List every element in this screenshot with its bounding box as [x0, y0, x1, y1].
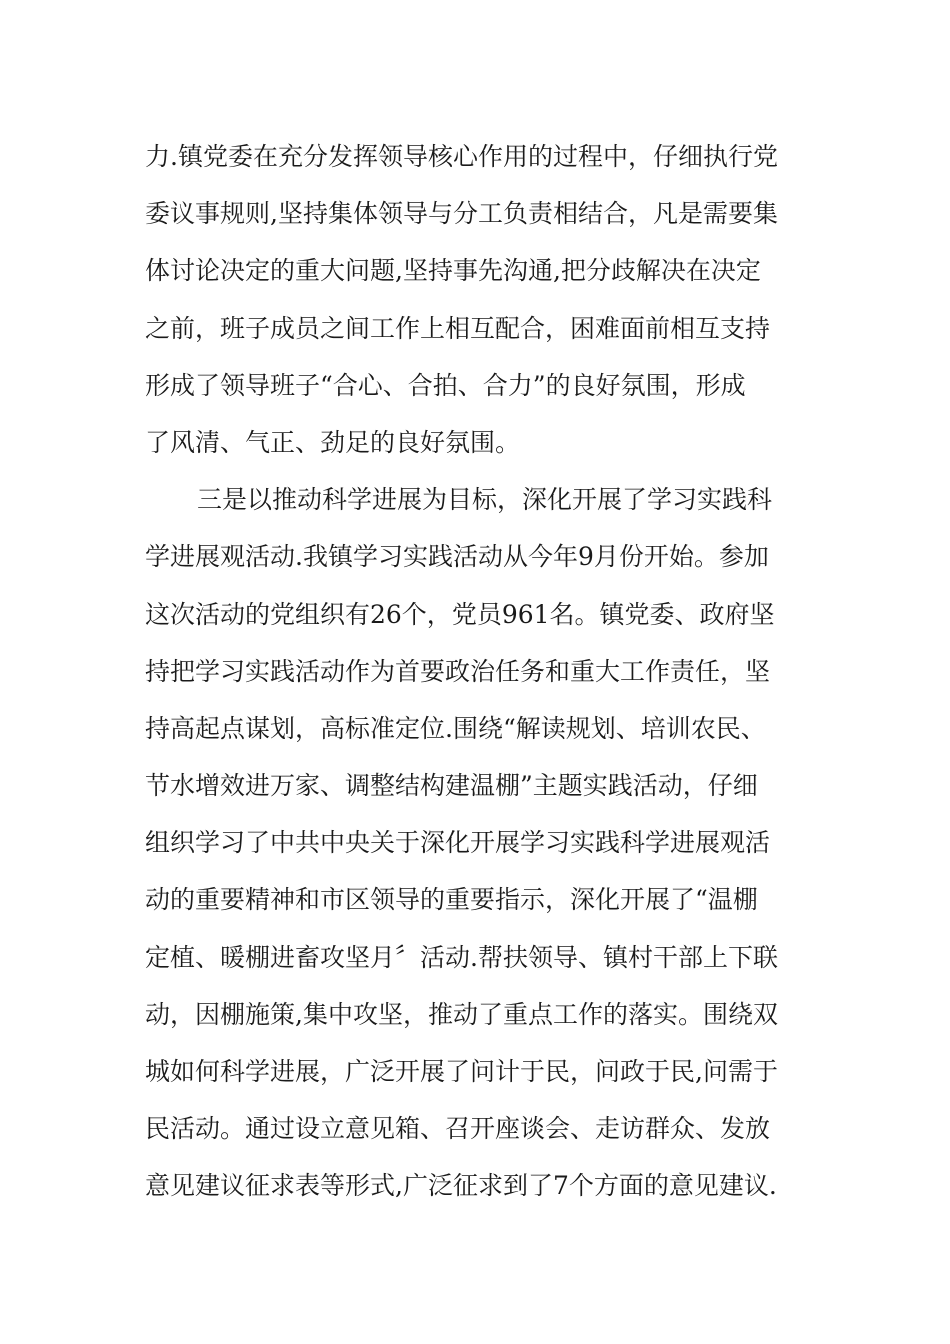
text-line: 之前，班子成员之间工作上相互配合，困难面前相互支持 [145, 313, 771, 343]
text-line: 持把学习实践活动作为首要政治任务和重大工作责任，坚 [145, 656, 771, 686]
text-line: 学进展观活动.我镇学习实践活动从今年9月份开始。参加 [145, 542, 769, 572]
text-line: 持高起点谋划，高标准定位.围绕“解读规划、培训农民、 [145, 713, 766, 743]
paragraph-2 [145, 471, 815, 1214]
text-line: 这次活动的党组织有26个，党员961名。镇党委、政府坚 [145, 599, 775, 629]
text-line: 意见建议征求表等形式,广泛征求到了7个方面的意见建议. [145, 1171, 777, 1201]
text-line: 三是以推动科学进展为目标，深化开展了学习实践科 [197, 485, 773, 515]
body-text [145, 128, 815, 1215]
paragraph-1 [145, 128, 815, 471]
text-line: 了风清、气正、劲足的良好氛围。 [145, 427, 521, 457]
text-line: 委议事规则,坚持集体领导与分工负责相结合，凡是需要集 [145, 199, 778, 229]
text-line: 体讨论决定的重大问题,坚持事先沟通,把分歧解决在决定 [145, 256, 761, 286]
text-line: 组织学习了中共中央关于深化开展学习实践科学进展观活 [145, 828, 771, 858]
text-line: 形成了领导班子“合心、合拍、合力”的良好氛围，形成 [145, 370, 746, 400]
text-line: 民活动。通过设立意见箱、召开座谈会、走访群众、发放 [145, 1114, 771, 1144]
text-line: 城如何科学进展，广泛开展了问计于民，问政于民,问需于 [145, 1057, 778, 1086]
text-line: 动，因棚施策,集中攻坚，推动了重点工作的落实。围绕双 [145, 999, 778, 1029]
text-line: 定植、暖棚进畜攻坚月〞活动.帮扶领导、镇村干部上下联 [145, 942, 778, 972]
text-line: 节水增效进万家、调整结构建温棚”主题实践活动，仔细 [145, 771, 758, 801]
text-line: 动的重要精神和市区领导的重要指示，深化开展了“温棚 [145, 885, 758, 915]
text-line: 力.镇党委在充分发挥领导核心作用的过程中，仔细执行党 [145, 142, 778, 171]
